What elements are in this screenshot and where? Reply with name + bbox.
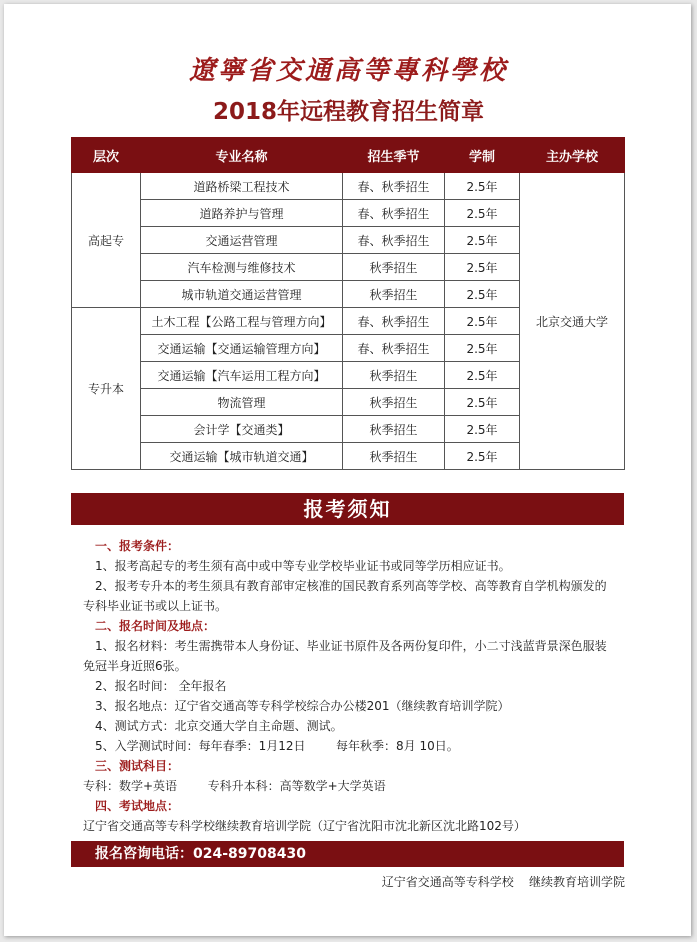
header-level: 层次 [72, 138, 141, 173]
notice-line: 专科：数学+英语 专科升本科：高等数学+大学英语 [83, 779, 386, 793]
table-row [72, 173, 625, 200]
section-heading-time-place: 二、报名时间及地点： [95, 619, 216, 633]
contact-bar [71, 841, 624, 867]
duration-cell: 2.5年 [445, 416, 520, 443]
level-cell: 专升本 [72, 308, 141, 470]
season-cell: 秋季招生 [343, 362, 445, 389]
major-cell: 交通运输【交通运输管理方向】 [141, 335, 343, 362]
duration-cell: 2.5年 [445, 362, 520, 389]
notice-line: 3、报名地点：辽宁省交通高等专科学校综合办公楼201（继续教育培训学院） [95, 699, 510, 713]
notice-line: 免冠半身近照6张。 [83, 659, 187, 673]
notice-line: 4、测试方式：北京交通大学自主命题、测试。 [95, 719, 343, 733]
duration-cell: 2.5年 [445, 308, 520, 335]
header-duration: 学制 [445, 138, 520, 173]
contact-phone: 报名咨询电话：024-89708430 [95, 846, 306, 862]
season-cell: 春、秋季招生 [343, 335, 445, 362]
season-cell: 秋季招生 [343, 254, 445, 281]
level-cell: 高起专 [72, 173, 141, 308]
duration-cell: 2.5年 [445, 254, 520, 281]
major-cell: 汽车检测与维修技术 [141, 254, 343, 281]
duration-cell: 2.5年 [445, 200, 520, 227]
duration-cell: 2.5年 [445, 335, 520, 362]
season-cell: 春、秋季招生 [343, 173, 445, 200]
footer-org: 辽宁省交通高等专科学校 继续教育培训学院 [381, 875, 625, 889]
section-heading-conditions: 一、报考条件： [95, 539, 180, 553]
table-header-row [72, 138, 625, 173]
school-name: 遼寧省交通高等專科學校 [188, 56, 508, 86]
notice-line: 5、入学测试时间：每年春季：1月12日 每年秋季：8月 10日。 [95, 739, 459, 753]
season-cell: 春、秋季招生 [343, 308, 445, 335]
page-title: 2018年远程教育招生简章 [212, 99, 484, 125]
notice-section [71, 536, 624, 836]
header-season: 招生季节 [343, 138, 445, 173]
header-host-school: 主办学校 [520, 138, 625, 173]
major-cell: 道路养护与管理 [141, 200, 343, 227]
season-cell: 春、秋季招生 [343, 227, 445, 254]
notice-line: 辽宁省交通高等专科学校继续教育培训学院（辽宁省沈阳市沈北新区沈北路102号） [83, 819, 526, 833]
header-major: 专业名称 [141, 138, 343, 173]
duration-cell: 2.5年 [445, 389, 520, 416]
duration-cell: 2.5年 [445, 281, 520, 308]
major-cell: 交通运营管理 [141, 227, 343, 254]
notice-line: 1、报考高起专的考生须有高中或中等专业学校毕业证书或同等学历相应证书。 [95, 559, 511, 573]
duration-cell: 2.5年 [445, 443, 520, 470]
notice-line: 专科毕业证书或以上证书。 [83, 599, 228, 613]
season-cell: 秋季招生 [343, 416, 445, 443]
major-cell: 交通运输【汽车运用工程方向】 [141, 362, 343, 389]
season-cell: 春、秋季招生 [343, 200, 445, 227]
major-cell: 会计学【交通类】 [141, 416, 343, 443]
notice-line: 1、报名材料：考生需携带本人身份证、毕业证书原件及各两份复印件，小二寸浅蓝背景深色服装 [95, 639, 607, 653]
notice-banner: 报考须知 [71, 493, 624, 525]
duration-cell: 2.5年 [445, 173, 520, 200]
host-school-cell: 北京交通大学 [520, 173, 625, 470]
season-cell: 秋季招生 [343, 281, 445, 308]
section-heading-exam-location: 四、考试地点： [95, 799, 180, 813]
program-table [71, 137, 625, 470]
notice-line: 2、报考专升本的考生须具有教育部审定核准的国民教育系列高等学校、高等教育自学机构颁发的 [95, 579, 607, 593]
duration-cell: 2.5年 [445, 227, 520, 254]
season-cell: 秋季招生 [343, 443, 445, 470]
season-cell: 秋季招生 [343, 389, 445, 416]
section-heading-subjects: 三、测试科目： [95, 759, 180, 773]
major-cell: 物流管理 [141, 389, 343, 416]
major-cell: 城市轨道交通运营管理 [141, 281, 343, 308]
notice-line: 2、报名时间： 全年报名 [95, 679, 227, 693]
major-cell: 土木工程【公路工程与管理方向】 [141, 308, 343, 335]
major-cell: 道路桥梁工程技术 [141, 173, 343, 200]
major-cell: 交通运输【城市轨道交通】 [141, 443, 343, 470]
